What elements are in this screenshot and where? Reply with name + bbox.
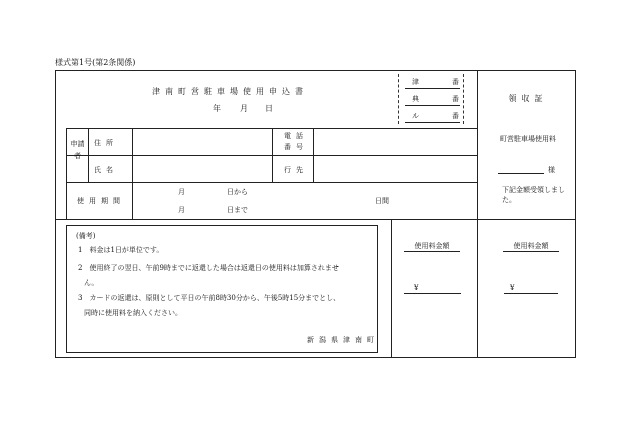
serial-row-3-suffix: 番 — [452, 112, 459, 120]
period-label: 使用期間 — [77, 197, 125, 205]
date-year: 年 — [213, 104, 221, 113]
notes-item-3-line-1: 3 カードの返還は、原則として平日の午前8時30分から、午後5時15分までとし、 — [78, 294, 341, 302]
issuer: 新潟県津南町 — [307, 336, 379, 344]
phone-field[interactable] — [315, 130, 475, 153]
receipt-amount-line — [504, 284, 558, 294]
name-field[interactable] — [134, 157, 270, 180]
fee-amount-line — [404, 284, 461, 294]
destination-label: 行先 — [284, 166, 308, 174]
notes-item-2-line-1: 2 使用終了の翌日、午前9時までに返還した場合は返還日の使用料は加算されませ — [78, 264, 339, 272]
serial-row-1-char: 津 — [412, 78, 419, 86]
form-title: 津南町営駐車場使用申込書 — [152, 87, 308, 96]
destination-field[interactable] — [315, 157, 475, 180]
period-days: 日間 — [375, 197, 389, 205]
phone-label-2: 番号 — [284, 143, 308, 151]
serial-row-2-suffix: 番 — [452, 95, 459, 103]
notes-title: (備考) — [76, 232, 96, 240]
name-label: 氏名 — [94, 166, 118, 174]
serial-row-1-suffix: 番 — [452, 78, 459, 86]
period-to-day: 日まで — [227, 206, 248, 214]
notes-item-3-line-2: 同時に使用料を納入ください。 — [84, 309, 182, 317]
receipt-name-line — [498, 164, 544, 174]
serial-row-3-char: ル — [412, 112, 419, 120]
form-number: 様式第1号(第2条関係) — [55, 58, 136, 67]
receipt-received-text: 下記金額受領しました。 — [502, 186, 565, 204]
fee-amount-label: 使用料金額 — [404, 241, 460, 252]
address-field[interactable] — [134, 130, 270, 153]
fee-yen-sign: ¥ — [414, 284, 419, 292]
receipt-amount-label: 使用料金額 — [503, 241, 559, 252]
serial-row-2-char: 典 — [412, 95, 419, 103]
receipt-honorific: 様 — [548, 166, 555, 174]
date-day: 日 — [265, 104, 273, 113]
receipt-title: 領収証 — [508, 94, 548, 103]
applicant-label: 申請者 — [70, 140, 85, 160]
date-month: 月 — [240, 104, 248, 113]
notes-item-1: 1 料金は1日が単位です。 — [78, 246, 164, 254]
period-from-month: 月 — [178, 188, 185, 196]
address-label: 住所 — [94, 139, 118, 147]
notes-item-2-line-2: ん。 — [84, 279, 99, 287]
phone-label-1: 電話 — [284, 132, 308, 140]
receipt-yen-sign: ¥ — [510, 284, 515, 292]
period-from-day: 日から — [227, 188, 248, 196]
period-to-month: 月 — [178, 206, 185, 214]
receipt-usage-fee-label: 町営駐車場使用料 — [500, 135, 556, 143]
